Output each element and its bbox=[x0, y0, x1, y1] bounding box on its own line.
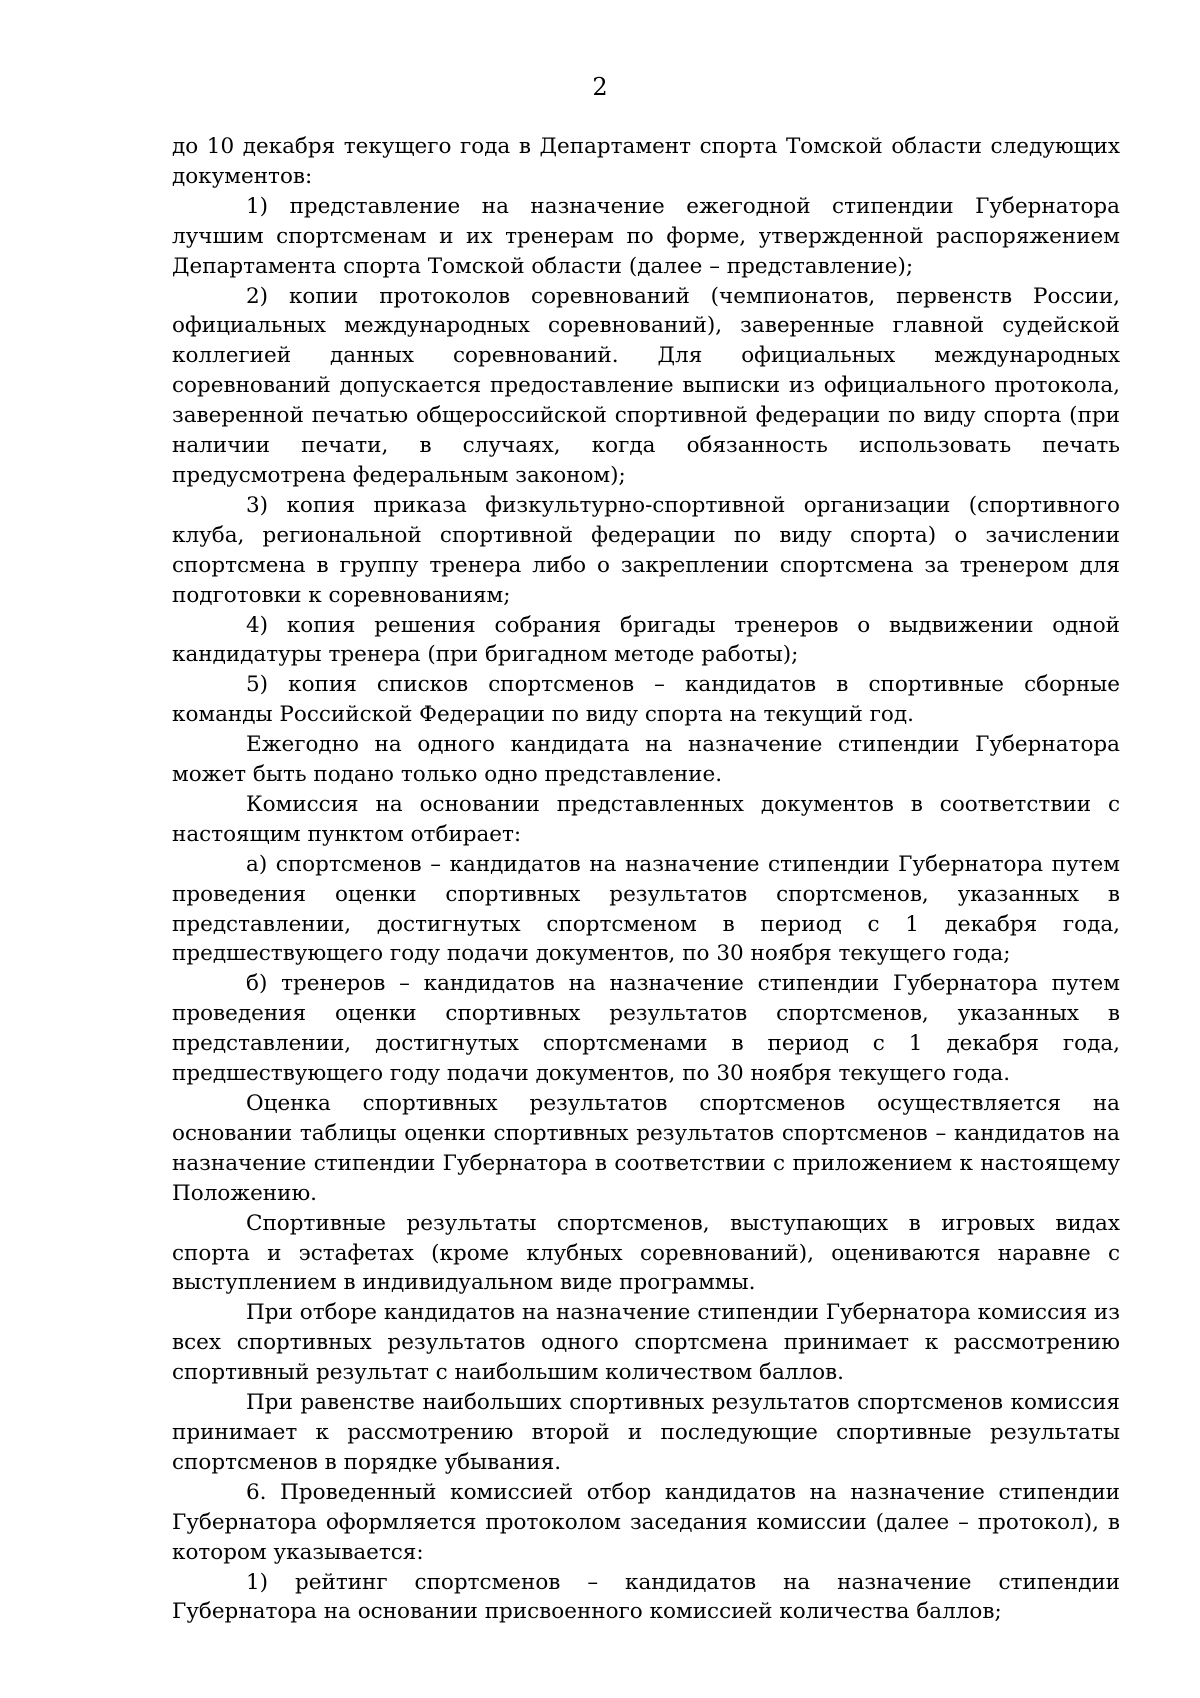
paragraph-item-5: 5) копия списков спортсменов – кандидатов в спортивные сборные команды Российской Федерации по виду спорта на текущий год. bbox=[172, 672, 1120, 728]
paragraph-team-sports: Спортивные результаты спортсменов, выступающих в игровых видах спорта и эстафетах (кроме клубных соревнований), оцениваются наравне с выступлением в индивидуальном виде программы. bbox=[172, 1210, 1120, 1296]
paragraph-commission-selects: Комиссия на основании представленных документов в соответствии с настоящим пунктом отбирает: bbox=[172, 791, 1120, 847]
document-body bbox=[172, 132, 1120, 1627]
paragraph-annual-submission: Ежегодно на одного кандидата на назначение стипендии Губернатора может быть подано только одно представление. bbox=[172, 732, 1120, 788]
paragraph-item-b: б) тренеров – кандидатов на назначение стипендии Губернатора путем проведения оценки спортивных результатов спортсменов, указанных в представлении, достигнутых спортсменами в период с 1 декабря года, предшествующего году подачи документов, по 30 ноября текущего года. bbox=[172, 971, 1120, 1087]
paragraph-item-2: 2) копии протоколов соревнований (чемпионатов, первенств России, официальных международных соревнований), заверенные главной судейской коллегией данных соревнований. Для официальных международных соревнований допускается предоставление выписки из официального протокола, заверенной печатью общероссийской спортивной федерации по виду спорта (при наличии печати, в случаях, когда обязанность использовать печать предусмотрена федеральным законом); bbox=[172, 283, 1120, 488]
paragraph-section-6: 6. Проведенный комиссией отбор кандидатов на назначение стипендии Губернатора оформляется протоколом заседания комиссии (далее – протокол), в котором указывается: bbox=[172, 1479, 1120, 1565]
paragraph-evaluation: Оценка спортивных результатов спортсменов осуществляется на основании таблицы оценки спортивных результатов спортсменов – кандидатов на назначение стипендии Губернатора в соответствии с приложением к настоящему Положению. bbox=[172, 1091, 1120, 1206]
paragraph-continuation: до 10 декабря текущего года в Департамент спорта Томской области следующих документов: bbox=[172, 134, 1120, 189]
paragraph-item-1: 1) представление на назначение ежегодной стипендии Губернатора лучшим спортсменам и их тренерам по форме, утвержденной распоряжением Департамента спорта Томской области (далее – представление); bbox=[172, 193, 1120, 279]
paragraph-item-3: 3) копия приказа физкультурно-спортивной организации (спортивного клуба, региональной спортивной федерации по виду спорта) о зачислении спортсмена в группу тренера либо о закреплении спортсмена за тренером для подготовки к соревнованиям; bbox=[172, 492, 1120, 608]
page-number: 2 bbox=[592, 73, 608, 101]
paragraph-item-4: 4) копия решения собрания бригады тренеров о выдвижении одной кандидатуры тренера (при бригадном методе работы); bbox=[172, 612, 1120, 668]
paragraph-equal-results: При равенстве наибольших спортивных результатов спортсменов комиссия принимает к рассмотрению второй и последующие спортивные результаты спортсменов в порядке убывания. bbox=[172, 1390, 1120, 1475]
paragraph-best-result: При отборе кандидатов на назначение стипендии Губернатора комиссия из всех спортивных результатов одного спортсмена принимает к рассмотрению спортивный результат с наибольшим количеством баллов. bbox=[172, 1300, 1120, 1386]
paragraph-rating: 1) рейтинг спортсменов – кандидатов на назначение стипендии Губернатора на основании присвоенного комиссией количества баллов; bbox=[172, 1569, 1120, 1625]
paragraph-item-a: а) спортсменов – кандидатов на назначение стипендии Губернатора путем проведения оценки спортивных результатов спортсменов, указанных в представлении, достигнутых спортсменом в период с 1 декабря года, предшествующего году подачи документов, по 30 ноября текущего года; bbox=[172, 851, 1120, 967]
